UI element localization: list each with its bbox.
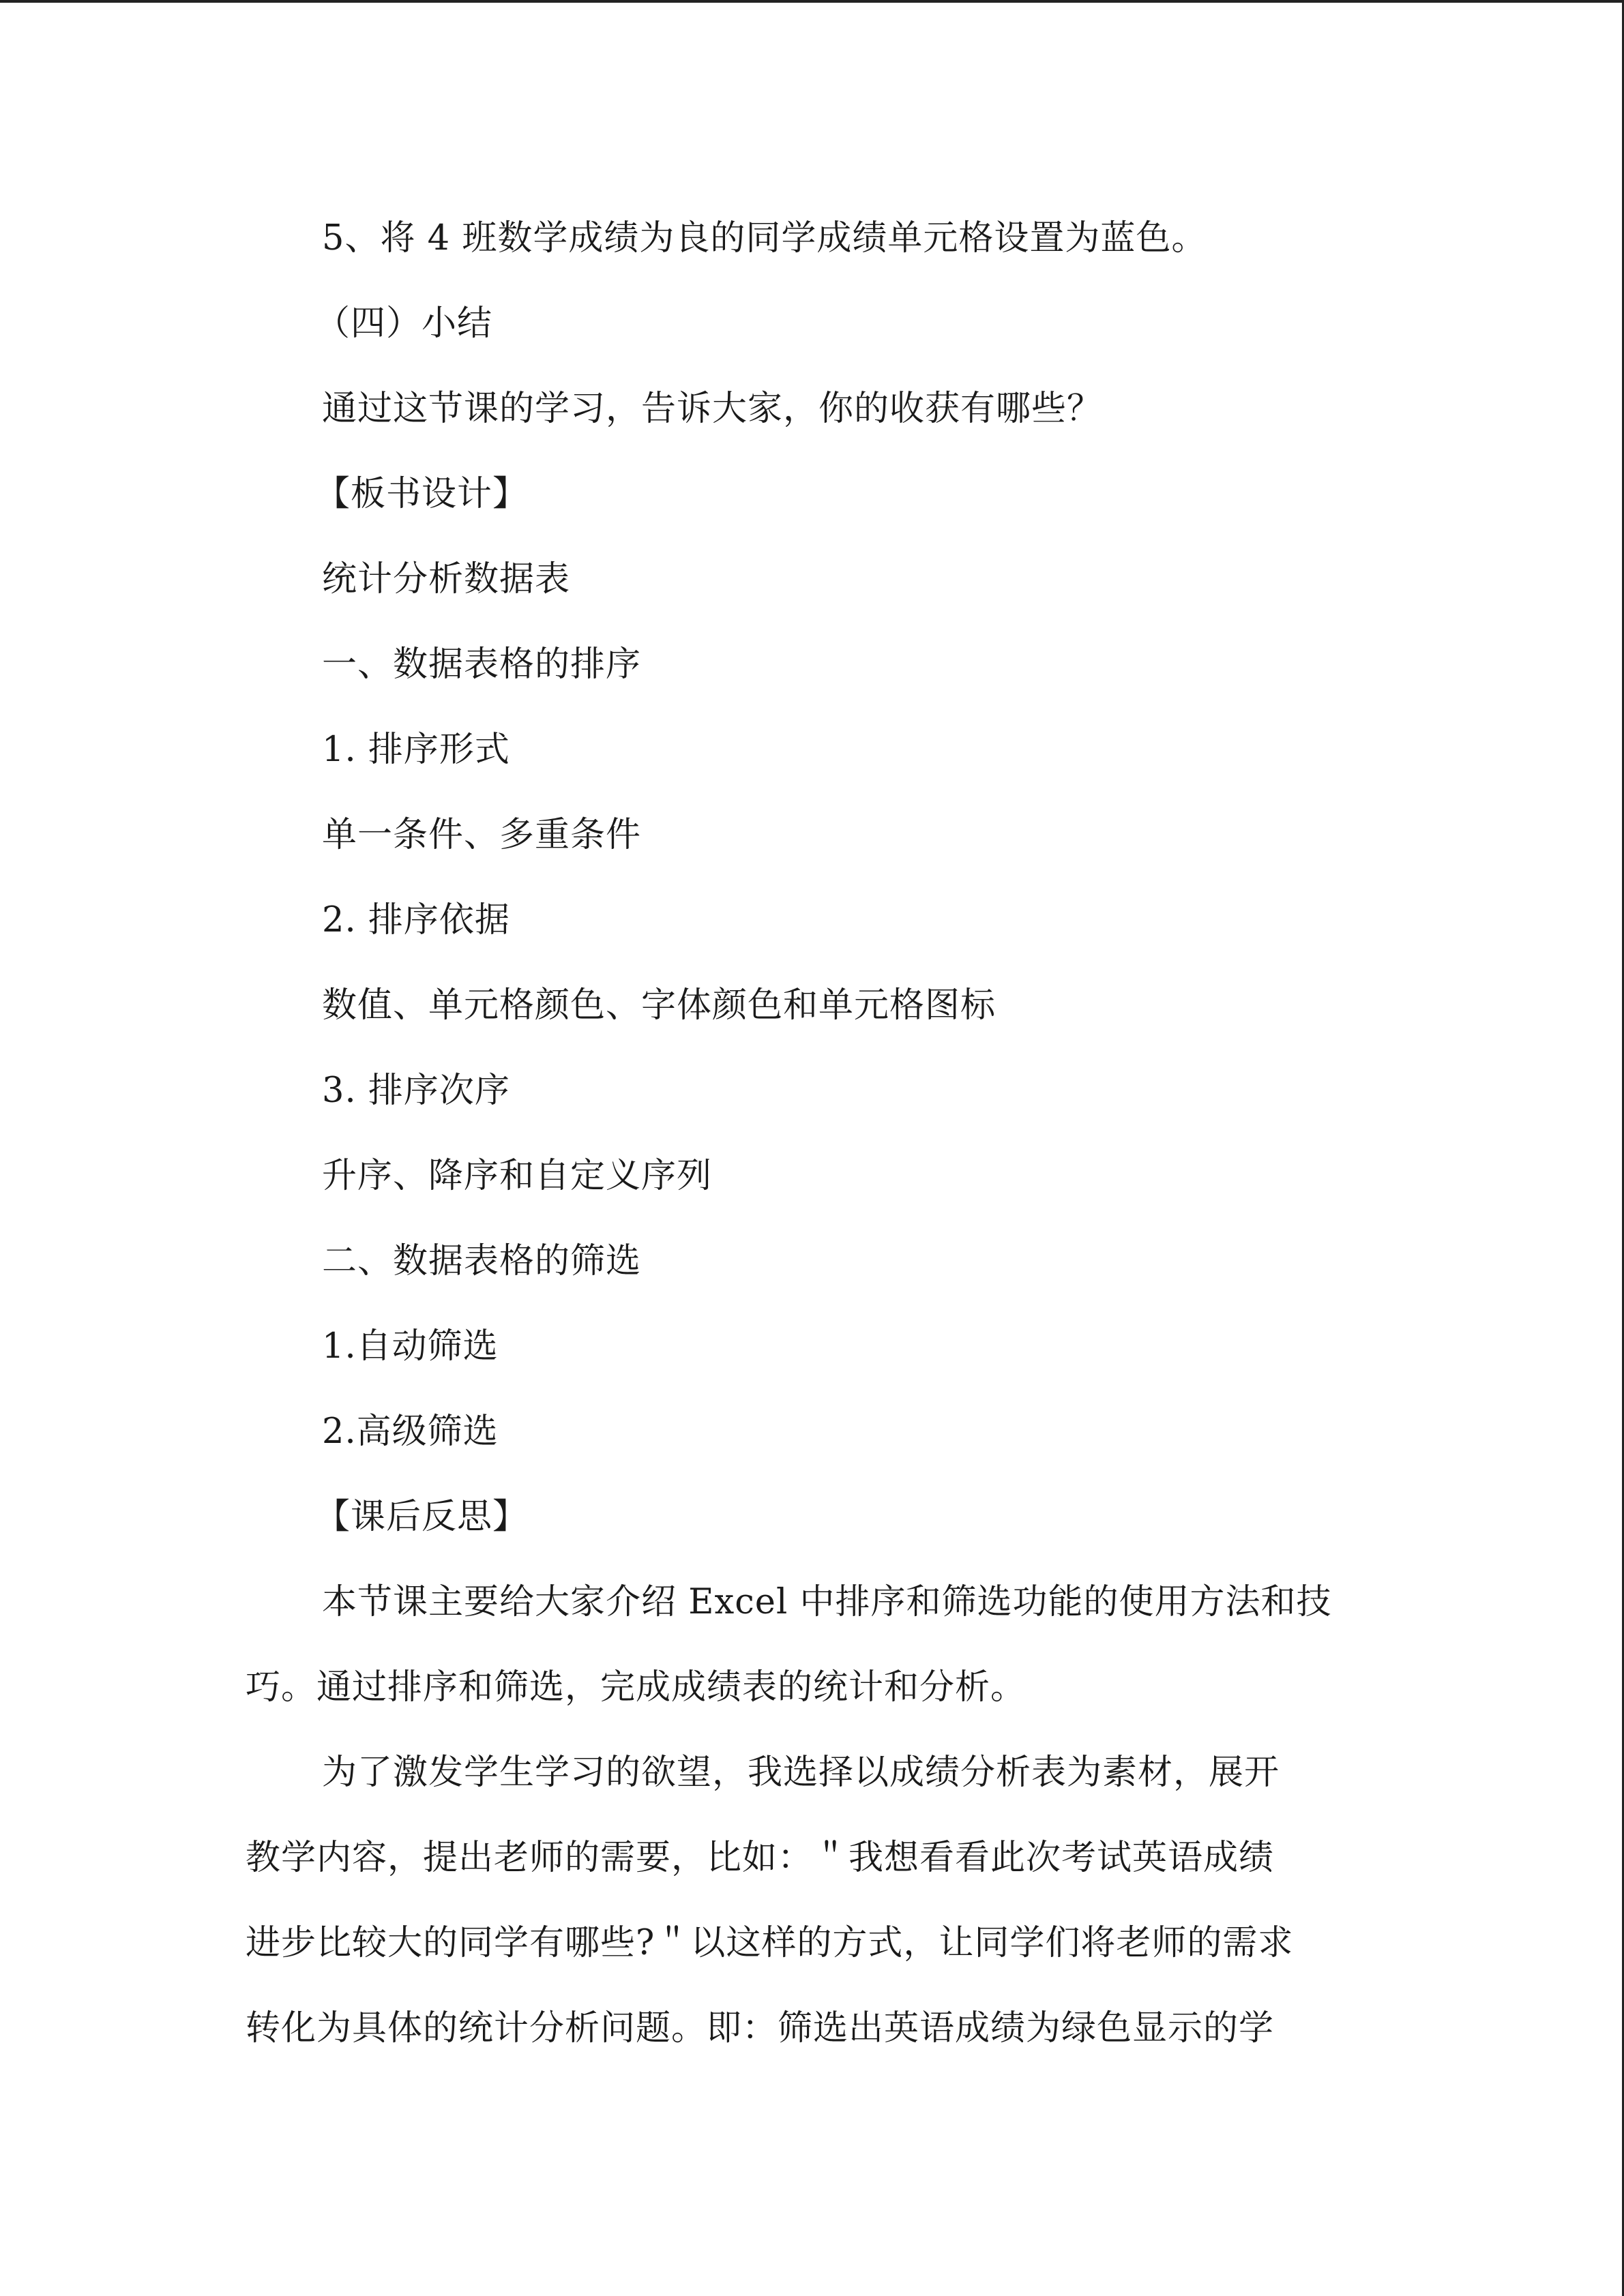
sort-form-label: 1. 排序形式 [322, 730, 510, 770]
sort-order-text: 升序、降序和自定义序列 [322, 1156, 713, 1196]
advanced-filter-item: 2.高级筛选 [322, 1412, 499, 1452]
reflection-paragraph-2-line-2: 教学内容，提出老师的需要，比如：＂我想看看此次考试英语成绩 [246, 1838, 1275, 1878]
summary-question: 通过这节课的学习，告诉大家，你的收获有哪些？ [322, 389, 1103, 429]
reflection-paragraph-1-line-1: 本节课主要给大家介绍 Excel 中排序和筛选功能的使用方法和技 [322, 1582, 1332, 1622]
board-title: 统计分析数据表 [322, 559, 571, 599]
sort-form-text: 单一条件、多重条件 [322, 815, 642, 855]
board-design-heading: 【板书设计】 [315, 474, 529, 514]
step-5-text: 5、将 4 班数学成绩为良的同学成绩单元格设置为蓝色。 [322, 218, 1207, 258]
filter-heading: 二、数据表格的筛选 [322, 1241, 642, 1281]
sort-heading: 一、数据表格的排序 [322, 644, 642, 685]
auto-filter-item: 1.自动筛选 [322, 1326, 499, 1367]
reflection-paragraph-2-line-3: 进步比较大的同学有哪些?＂以这样的方式，让同学们将老师的需求 [246, 1923, 1294, 1963]
sort-order-label: 3. 排序次序 [322, 1071, 510, 1111]
reflection-paragraph-1-line-2: 巧。通过排序和筛选，完成成绩表的统计和分析。 [246, 1667, 1027, 1708]
sort-basis-text: 数值、单元格颜色、字体颜色和单元格图标 [322, 985, 996, 1026]
sort-basis-label: 2. 排序依据 [322, 900, 510, 940]
reflection-paragraph-2-line-4: 转化为具体的统计分析问题。即：筛选出英语成绩为绿色显示的学 [246, 2008, 1275, 2048]
reflection-paragraph-2-line-1: 为了激发学生学习的欲望，我选择以成绩分析表为素材，展开 [322, 1753, 1280, 1793]
reflection-heading: 【课后反思】 [315, 1497, 529, 1537]
section-summary-heading: （四）小结 [315, 303, 493, 344]
